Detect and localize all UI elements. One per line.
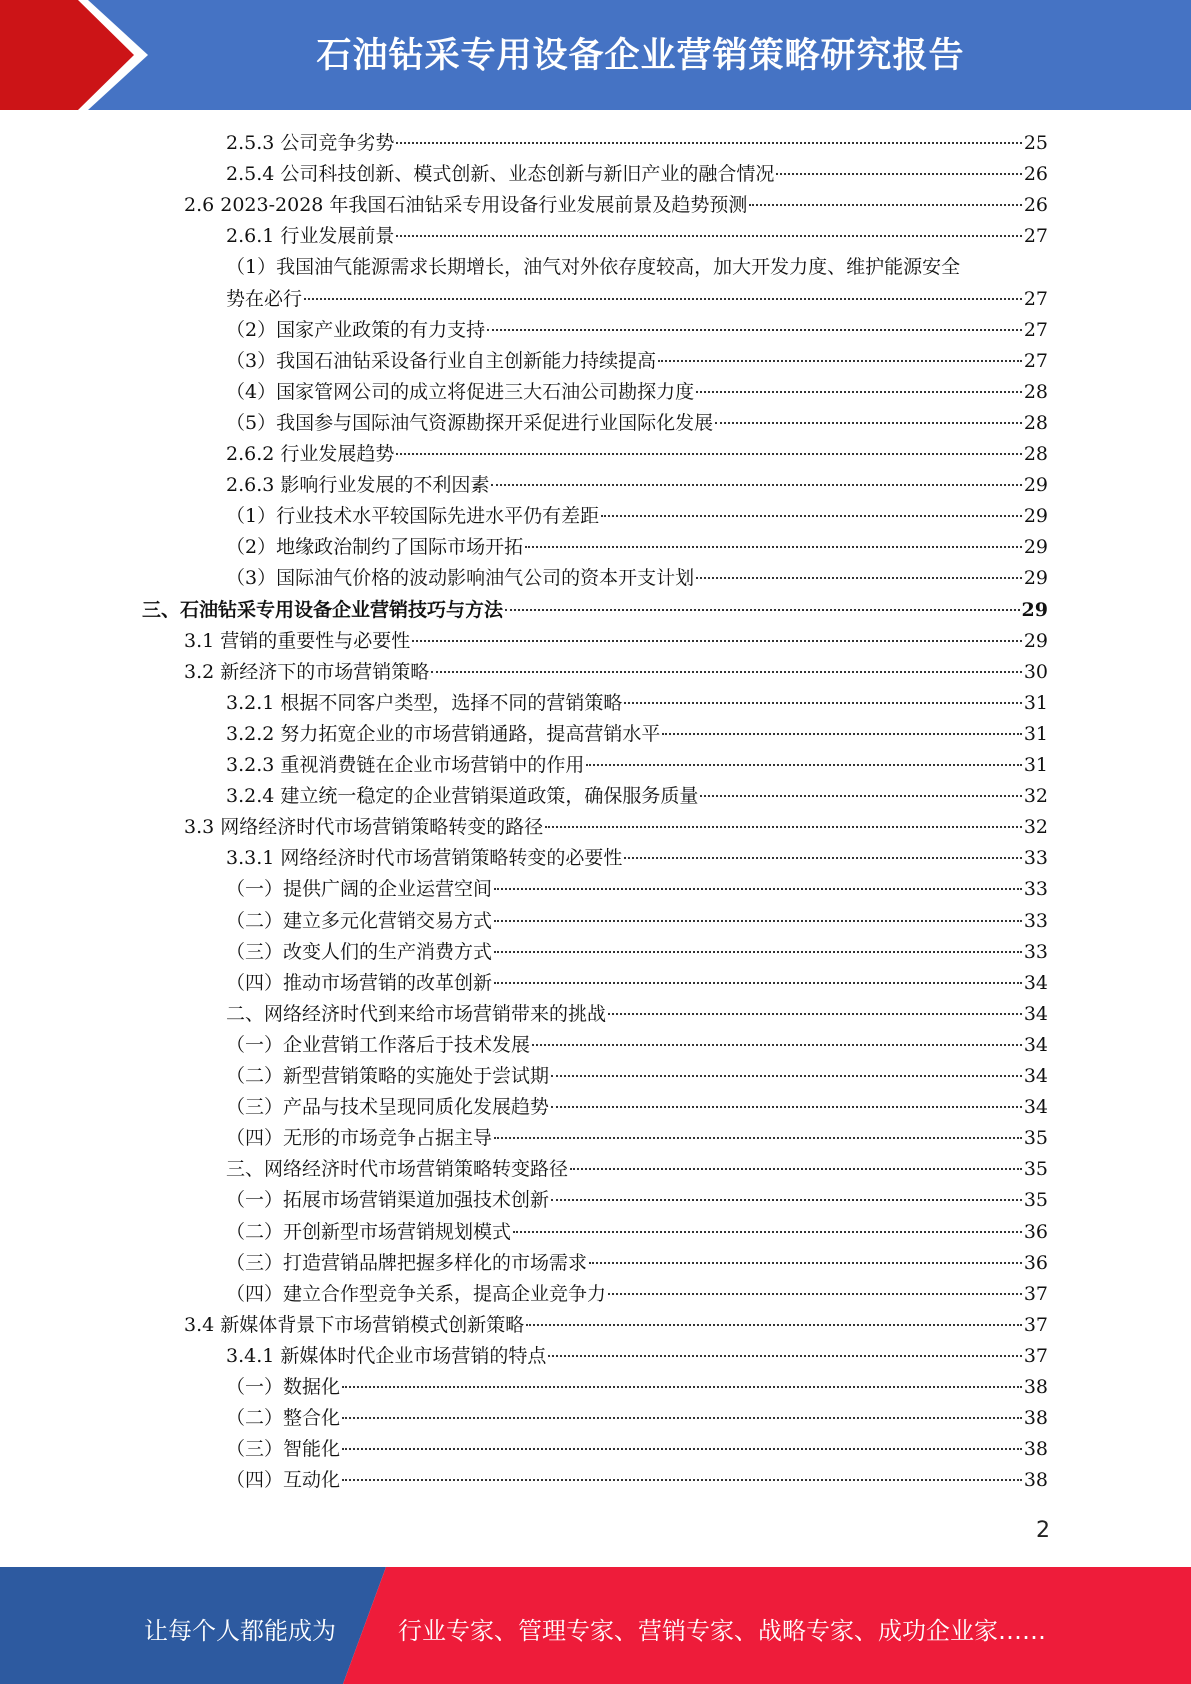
toc-entry-label: （二）建立多元化营销交易方式 <box>226 909 493 932</box>
toc-dot-leader <box>396 141 1021 144</box>
toc-entry-label: 2.5.4 公司科技创新、模式创新、业态创新与新旧产业的融合情况 <box>226 163 775 186</box>
toc-entry[interactable] <box>226 1279 1048 1310</box>
toc-dot-leader <box>551 1105 1022 1108</box>
toc-dot-leader <box>749 203 1021 206</box>
toc-entry-label: 3.2.1 根据不同客户类型，选择不同的营销策略 <box>226 691 623 714</box>
toc-entry-label: （3）国际油气价格的波动影响油气公司的资本开支计划 <box>226 567 695 590</box>
toc-dot-leader <box>513 1230 1022 1233</box>
toc-dot-leader <box>396 452 1021 455</box>
toc-entry[interactable] <box>226 968 1048 999</box>
toc-entry[interactable] <box>184 1310 1048 1341</box>
toc-entry[interactable] <box>226 1341 1048 1372</box>
toc-entry[interactable] <box>226 750 1048 781</box>
toc-page-number: 37 <box>1023 1282 1048 1305</box>
toc-dot-leader <box>700 794 1021 797</box>
toc-entry-label: （三）改变人们的生产消费方式 <box>226 940 493 963</box>
toc-entry[interactable] <box>226 843 1048 874</box>
toc-entry-label: （二）新型营销策略的实施处于尝试期 <box>226 1065 550 1087</box>
page-header <box>0 0 1191 110</box>
toc-entry-label: 2.6.1 行业发展前景 <box>226 225 395 248</box>
toc-entry[interactable] <box>226 563 1048 594</box>
toc-entry-label: （四）互动化 <box>226 1469 341 1492</box>
toc-entry[interactable] <box>226 1092 1048 1123</box>
toc-page-number: 29 <box>1021 598 1048 621</box>
toc-dot-leader <box>505 608 1020 611</box>
toc-entry-label: 2.6.3 影响行业发展的不利因素 <box>226 474 490 497</box>
toc-entry[interactable] <box>226 1061 1048 1092</box>
toc-entry[interactable] <box>226 1123 1048 1154</box>
toc-entry-label: 2.6.2 行业发展趋势 <box>226 443 395 465</box>
toc-page-number: 32 <box>1023 785 1048 808</box>
toc-page-number: 31 <box>1023 691 1048 714</box>
toc-page-number: 38 <box>1023 1469 1048 1492</box>
toc-entry-label: 3.4.1 新媒体时代企业市场营销的特点 <box>226 1344 547 1367</box>
toc-entry[interactable] <box>226 346 1048 377</box>
toc-dot-leader <box>551 1198 1022 1201</box>
toc-dot-leader <box>545 825 1022 828</box>
toc-page-number: 31 <box>1023 754 1048 776</box>
toc-page-number: 26 <box>1023 163 1048 186</box>
toc-dot-leader <box>491 483 1021 486</box>
toc-dot-leader <box>586 763 1021 766</box>
toc-dot-leader <box>696 576 1022 579</box>
toc-entry[interactable] <box>226 439 1048 470</box>
toc-entry-label: 二、网络经济时代到来给市场营销带来的挑战 <box>226 1002 607 1025</box>
toc-page-number: 29 <box>1023 567 1048 590</box>
toc-entry-label: （三）智能化 <box>226 1438 341 1461</box>
toc-entry[interactable] <box>226 874 1048 905</box>
toc-entry[interactable] <box>184 626 1048 657</box>
toc-page-number: 29 <box>1023 474 1048 497</box>
toc-entry-label: （1）行业技术水平较国际先进水平仍有差距 <box>226 505 600 528</box>
toc-entry-continuation: 势在必行 <box>226 287 303 310</box>
toc-dot-leader <box>342 1478 1022 1481</box>
toc-page-number: 38 <box>1023 1376 1048 1398</box>
toc-dot-leader <box>776 172 1021 175</box>
toc-page-number: 36 <box>1023 1251 1048 1274</box>
toc-dot-leader <box>696 390 1022 393</box>
toc-page-number: 27 <box>1023 349 1048 372</box>
toc-page-number: 31 <box>1023 722 1048 745</box>
toc-dot-leader <box>624 701 1021 704</box>
toc-entry[interactable] <box>226 1154 1048 1185</box>
toc-entry[interactable] <box>226 408 1048 439</box>
toc-page-number: 34 <box>1023 971 1048 994</box>
toc-entry-label: 三、网络经济时代市场营销策略转变路径 <box>226 1158 569 1181</box>
toc-page-number: 34 <box>1023 1065 1048 1087</box>
toc-dot-leader <box>589 1261 1022 1264</box>
toc-entry-label: （二）整合化 <box>226 1407 341 1430</box>
toc-page-number: 33 <box>1023 878 1048 901</box>
toc-page-number: 26 <box>1023 194 1048 217</box>
toc-dot-leader <box>304 297 1022 300</box>
toc-dot-leader <box>494 1136 1022 1139</box>
toc-entry[interactable] <box>226 1465 1048 1496</box>
toc-entry-label: 3.2.2 努力拓宽企业的市场营销通路，提高营销水平 <box>226 722 661 745</box>
toc-entry[interactable] <box>226 1403 1048 1434</box>
toc-page-number: 36 <box>1023 1220 1048 1243</box>
page-footer <box>0 1567 1191 1684</box>
toc-page-number: 27 <box>1023 318 1048 341</box>
toc-entry[interactable] <box>226 501 1048 532</box>
toc-page-number: 33 <box>1023 909 1048 932</box>
toc-entry[interactable] <box>226 284 1048 315</box>
toc-entry[interactable] <box>226 1248 1048 1279</box>
toc-entry-label: （四）推动市场营销的改革创新 <box>226 971 493 994</box>
toc-dot-leader <box>624 856 1021 859</box>
toc-entry-label: 3.3 网络经济时代市场营销策略转变的路径 <box>184 816 544 839</box>
toc-entry[interactable] <box>226 1372 1048 1403</box>
toc-page-number: 34 <box>1023 1033 1048 1056</box>
toc-entry[interactable] <box>226 781 1048 812</box>
toc-entry[interactable] <box>226 688 1048 719</box>
toc-page-number: 37 <box>1023 1313 1048 1336</box>
toc-entry-label: （三）打造营销品牌把握多样化的市场需求 <box>226 1251 588 1274</box>
toc-dot-leader <box>342 1416 1022 1419</box>
toc-page-number: 28 <box>1023 411 1048 434</box>
toc-entry[interactable] <box>184 812 1048 843</box>
toc-entry-label: 3.2.4 建立统一稳定的企业营销渠道政策，确保服务质量 <box>226 785 699 808</box>
toc-entry[interactable] <box>226 1434 1048 1465</box>
toc-dot-leader <box>412 639 1022 642</box>
toc-page-number: 34 <box>1023 1002 1048 1025</box>
toc-entry-label: （四）建立合作型竞争关系，提高企业竞争力 <box>226 1282 607 1305</box>
toc-dot-leader <box>494 981 1022 984</box>
toc-entry-label: （1）我国油气能源需求长期增长，油气对外依存度较高，加大开发力度、维护能源安全 <box>226 256 961 279</box>
toc-entry[interactable] <box>142 595 1048 626</box>
toc-dot-leader <box>342 1385 1022 1388</box>
toc-page-number: 27 <box>1023 287 1048 310</box>
toc-dot-leader <box>494 919 1022 922</box>
toc-entry[interactable] <box>226 719 1048 750</box>
toc-page-number: 30 <box>1023 660 1048 683</box>
toc-entry[interactable] <box>226 315 1048 346</box>
toc-page-number: 32 <box>1023 816 1048 839</box>
toc-entry-label: （2）地缘政治制约了国际市场开拓 <box>226 536 524 559</box>
toc-dot-leader <box>342 1447 1022 1450</box>
toc-entry[interactable] <box>226 1217 1048 1248</box>
toc-entry[interactable] <box>226 532 1048 563</box>
toc-dot-leader <box>601 514 1022 517</box>
toc-entry[interactable] <box>226 999 1048 1030</box>
toc-page-number: 33 <box>1023 940 1048 963</box>
toc-page-number: 29 <box>1023 629 1048 652</box>
toc-page-number: 25 <box>1023 132 1048 154</box>
toc-page-number: 34 <box>1023 1096 1048 1119</box>
toc-page-number: 35 <box>1023 1158 1048 1181</box>
toc-page-number: 27 <box>1023 225 1048 248</box>
toc-page-number: 33 <box>1023 847 1048 870</box>
toc-dot-leader <box>570 1167 1022 1170</box>
toc-entry-label: 3.2 新经济下的市场营销策略 <box>184 660 430 683</box>
toc-entry-label: （四）无形的市场竞争占据主导 <box>226 1127 493 1150</box>
toc-dot-leader <box>658 359 1022 362</box>
toc-entry-label: 2.5.3 公司竞争劣势 <box>226 132 395 154</box>
toc-page-number: 38 <box>1023 1438 1048 1461</box>
toc-entry[interactable] <box>184 657 1048 688</box>
toc-dot-leader <box>487 328 1022 331</box>
toc-dot-leader <box>526 1323 1022 1326</box>
toc-entry[interactable] <box>226 937 1048 968</box>
toc-page-number: 38 <box>1023 1407 1048 1430</box>
toc-entry[interactable] <box>226 1030 1048 1061</box>
toc-dot-leader <box>662 732 1021 735</box>
toc-dot-leader <box>548 1354 1021 1357</box>
toc-entry-label: （一）企业营销工作落后于技术发展 <box>226 1033 531 1056</box>
toc-page-number: 29 <box>1023 536 1048 559</box>
toc-entry-label: 3.4 新媒体背景下市场营销模式创新策略 <box>184 1313 525 1336</box>
toc-entry-label: 3.2.3 重视消费链在企业市场营销中的作用 <box>226 754 585 776</box>
toc-entry[interactable] <box>184 190 1048 221</box>
report-title: 石油钻采专用设备企业营销策略研究报告 <box>316 36 965 76</box>
toc-entry-label: 3.3.1 网络经济时代市场营销策略转变的必要性 <box>226 847 623 870</box>
toc-dot-leader <box>431 670 1022 673</box>
toc-entry-label: 三、石油钻采专用设备企业营销技巧与方法 <box>142 598 504 621</box>
toc-entry-label: （二）开创新型市场营销规划模式 <box>226 1220 512 1243</box>
toc-page-number: 29 <box>1023 505 1048 528</box>
toc-entry-label: （三）产品与技术呈现同质化发展趋势 <box>226 1096 550 1119</box>
toc-entry-label: 2.6 2023-2028 年我国石油钻采专用设备行业发展前景及趋势预测 <box>184 194 748 217</box>
toc-entry[interactable] <box>226 221 1048 252</box>
toc-dot-leader <box>525 545 1022 548</box>
toc-page-number: 28 <box>1023 380 1048 403</box>
toc-entry[interactable] <box>226 1185 1048 1216</box>
toc-dot-leader <box>715 421 1022 424</box>
footer-slogan-right: 行业专家、管理专家、营销专家、战略专家、成功企业家…… <box>398 1617 1046 1645</box>
toc-page-number: 35 <box>1023 1189 1048 1212</box>
toc-entry-label: （一）提供广阔的企业运营空间 <box>226 878 493 901</box>
toc-page-number: 37 <box>1023 1344 1048 1367</box>
toc-entry-label: （5）我国参与国际油气资源勘探开采促进行业国际化发展 <box>226 411 714 434</box>
toc-entry[interactable] <box>226 377 1048 408</box>
toc-entry[interactable] <box>226 159 1048 190</box>
toc-entry-label: （4）国家管网公司的成立将促进三大石油公司勘探力度 <box>226 380 695 403</box>
toc-dot-leader <box>532 1043 1022 1046</box>
toc-dot-leader <box>551 1074 1022 1077</box>
toc-entry[interactable] <box>226 128 1048 159</box>
toc-entry[interactable] <box>226 470 1048 501</box>
toc-entry-label: （2）国家产业政策的有力支持 <box>226 318 486 341</box>
toc-entry-label: 3.1 营销的重要性与必要性 <box>184 629 411 652</box>
toc-entry-label: （一）拓展市场营销渠道加强技术创新 <box>226 1189 550 1212</box>
page-number: 2 <box>1036 1518 1050 1543</box>
toc-entry-label: （3）我国石油钻采设备行业自主创新能力持续提高 <box>226 349 657 372</box>
toc-dot-leader <box>608 1012 1022 1015</box>
toc-dot-leader <box>396 234 1021 237</box>
footer-slogan-left: 让每个人都能成为 <box>144 1617 336 1645</box>
toc-dot-leader <box>494 950 1022 953</box>
toc-dot-leader <box>608 1292 1022 1295</box>
toc-entry-label: （一）数据化 <box>226 1376 341 1398</box>
toc-dot-leader <box>494 887 1022 890</box>
toc-page-number: 35 <box>1023 1127 1048 1150</box>
toc-page-number: 28 <box>1023 443 1048 465</box>
toc-entry[interactable] <box>226 906 1048 937</box>
